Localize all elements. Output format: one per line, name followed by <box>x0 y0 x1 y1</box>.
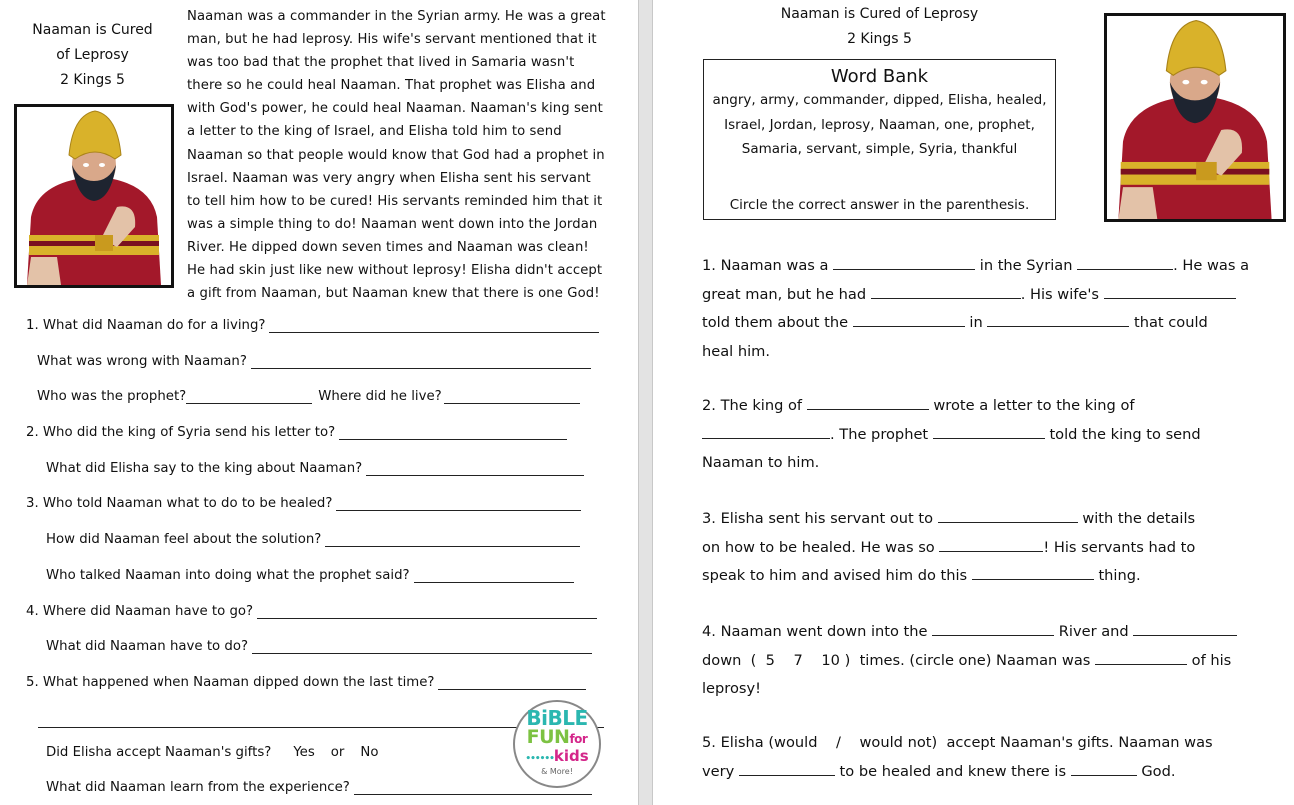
q-text: Naaman to him. <box>702 454 820 471</box>
answer-blank[interactable] <box>186 389 312 404</box>
fill-in-question-3 <box>702 505 1277 591</box>
question-label: Who was the prophet? <box>37 389 187 404</box>
q-text: times. (circle one) Naaman was <box>859 651 1091 669</box>
q-text: on how to be healed. He was so <box>702 538 935 556</box>
naaman-illustration <box>1107 16 1283 219</box>
question-label: Who talked Naaman into doing what the prophet said? <box>46 568 410 583</box>
q-text: told them about the <box>702 314 849 331</box>
q-text: . His wife's <box>1020 285 1100 303</box>
question-label: Where did he live? <box>318 389 442 404</box>
q-text: in the Syrian <box>979 257 1073 274</box>
question-label: What did Naaman have to do? <box>46 639 249 654</box>
worksheet-page-left <box>0 0 638 805</box>
q-text: / <box>836 734 841 751</box>
q-text: great man, but he had <box>702 285 867 303</box>
option-would[interactable]: 5. Elisha (would <box>702 734 818 751</box>
story-text: Naaman was a commander in the Syrian army. He was a great man, but he had leprosy. His wife's servant mentioned that it was too bad that the prophet that lived in Samaria wasn't there so he could heal Naaman. That prophet was Elisha and with God's power, he could heal Naaman. Naaman's king sent a letter to the king of Israel, and Elisha told him to send Naaman so that people would know that God had a prophet in Israel. Naaman was very angry when Elisha sent his servant to tell him how to be cured! His servants reminded him that it was a simple thing to do! Naaman went down into the Jordan River. He dipped down seven times and Naaman was clean! He had skin just like new without leprosy! Elisha didn't accept a gift from Naaman, but Naaman knew that there is one God! <box>187 9 606 302</box>
q-text: thing. <box>1098 567 1141 584</box>
fill-blank[interactable] <box>972 565 1094 580</box>
q-text: God. <box>1141 762 1176 780</box>
answer-blank[interactable] <box>366 461 584 476</box>
question-5c <box>46 780 592 795</box>
title-line-1: Naaman is Cured <box>32 22 153 38</box>
option-would-not[interactable]: would not) <box>859 734 938 751</box>
answer-blank[interactable] <box>252 639 592 654</box>
word-bank-title: Word Bank <box>830 66 929 87</box>
fill-blank[interactable] <box>739 761 835 776</box>
fill-blank[interactable] <box>833 255 975 270</box>
question-label: How did Naaman feel about the solution? <box>46 532 322 547</box>
bible-fun-for-kids-logo <box>513 700 601 788</box>
word-bank-line: angry, army, commander, dipped, Elisha, healed, <box>712 92 1047 108</box>
title-line-2: of Leprosy <box>56 47 129 63</box>
title-line-3: 2 Kings 5 <box>60 72 125 88</box>
q-text: leprosy! <box>702 680 761 697</box>
answer-blank[interactable] <box>438 675 586 690</box>
question-3 <box>26 496 581 511</box>
question-2b <box>46 461 584 476</box>
q-text: 1. Naaman was a <box>702 257 829 274</box>
fill-blank[interactable] <box>871 284 1021 299</box>
q-text: of his <box>1191 651 1232 669</box>
fill-in-question-2 <box>702 392 1277 478</box>
logo-text-kids: kids <box>553 747 589 765</box>
fill-blank[interactable] <box>933 424 1045 439</box>
q-text: speak to him and avised him do this <box>702 567 968 584</box>
logo-text-fun: FUN <box>526 726 570 748</box>
naaman-image-right <box>1104 13 1286 222</box>
left-title <box>10 18 175 93</box>
q-text: down <box>702 651 742 669</box>
question-4b <box>46 639 592 654</box>
fill-blank[interactable] <box>939 537 1043 552</box>
question-label: 5. What happened when Naaman dipped down the last time? <box>26 675 435 690</box>
option-7[interactable]: 7 <box>793 651 803 669</box>
fill-blank[interactable] <box>987 312 1129 327</box>
page-divider <box>638 0 653 805</box>
answer-blank[interactable] <box>325 532 580 547</box>
question-1c <box>37 389 580 404</box>
logo-text-more: & More! <box>541 767 573 776</box>
fill-blank[interactable] <box>1071 761 1137 776</box>
word-bank-line: Israel, Jordan, leprosy, Naaman, one, prophet, <box>724 116 1035 133</box>
option-yes[interactable]: Yes <box>293 745 315 760</box>
logo-dots: •••••• <box>525 754 554 764</box>
question-label: What did Naaman learn from the experience? <box>46 780 350 795</box>
option-no[interactable]: No <box>360 745 379 760</box>
right-subtitle: 2 Kings 5 <box>847 31 912 47</box>
fill-blank[interactable] <box>938 508 1078 523</box>
q-text: with the details <box>1082 510 1196 527</box>
question-2 <box>26 425 567 440</box>
logo-text-for: for <box>569 732 588 746</box>
q-text: . He was a <box>1173 257 1250 274</box>
question-label: What was wrong with Naaman? <box>37 354 247 369</box>
question-label: Did Elisha accept Naaman's gifts? <box>46 745 272 760</box>
q-text: very <box>702 762 735 780</box>
question-5 <box>26 675 586 690</box>
q-text: that could <box>1133 314 1208 331</box>
q-text: wrote a letter to the king of <box>933 397 1135 414</box>
word-bank-line: Samaria, servant, simple, Syria, thankful <box>741 141 1018 157</box>
question-label: 3. Who told Naaman what to do to be healed? <box>26 496 333 511</box>
naaman-illustration <box>17 107 171 285</box>
fill-blank[interactable] <box>1095 650 1187 665</box>
answer-blank[interactable] <box>414 568 574 583</box>
q-text: River and <box>1058 623 1129 640</box>
fill-blank[interactable] <box>807 395 929 410</box>
naaman-image-left <box>14 104 174 288</box>
fill-blank[interactable] <box>1133 621 1237 636</box>
word-bank-words <box>704 88 1055 162</box>
option-or-label: or <box>330 745 345 760</box>
answer-blank[interactable] <box>444 389 580 404</box>
right-title: Naaman is Cured of Leprosy <box>780 6 979 22</box>
answer-blank[interactable] <box>251 354 591 369</box>
fill-in-question-5 <box>702 729 1277 786</box>
option-5[interactable]: 5 <box>765 651 775 669</box>
q-text: 4. Naaman went down into the <box>702 623 928 640</box>
question-label: 2. Who did the king of Syria send his letter to? <box>26 425 336 440</box>
question-label: 1. What did Naaman do for a living? <box>26 318 266 333</box>
question-4 <box>26 604 597 619</box>
q-text: told the king to send <box>1049 425 1201 443</box>
q-text: accept Naaman's gifts. Naaman was <box>946 734 1213 751</box>
question-3c <box>46 568 574 583</box>
question-1 <box>26 318 599 333</box>
question-1b <box>37 354 591 369</box>
question-label: 4. Where did Naaman have to go? <box>26 604 254 619</box>
fill-in-question-4: 4. Naaman went down into the River and down ( 5 7 10 ) times. (circle one) Naaman was of his leprosy! <box>702 618 1277 704</box>
fill-blank[interactable] <box>932 621 1054 636</box>
question-3b <box>46 532 580 547</box>
q-text: 2. The king of <box>702 397 803 414</box>
fill-in-question-1 <box>702 252 1277 366</box>
option-10[interactable]: 10 <box>821 651 840 669</box>
answer-blank[interactable] <box>257 604 597 619</box>
question-5b <box>46 745 379 760</box>
q-text: heal him. <box>702 342 771 360</box>
q-text: in <box>969 314 983 331</box>
fill-blank[interactable] <box>1077 255 1173 270</box>
logo-text-bible: BiBLE <box>526 706 588 730</box>
instruction-text: Circle the correct answer in the parenthesis. <box>729 197 1030 213</box>
answer-blank[interactable] <box>339 425 567 440</box>
fill-blank[interactable] <box>702 424 830 439</box>
answer-blank[interactable] <box>269 318 599 333</box>
q-text: . The prophet <box>830 425 929 443</box>
q-text: ! His servants had to <box>1043 538 1196 556</box>
word-bank-box <box>703 59 1056 220</box>
question-label: What did Elisha say to the king about Naaman? <box>46 461 363 476</box>
worksheet-page-right <box>653 0 1294 805</box>
q-text: 3. Elisha sent his servant out to <box>702 510 934 527</box>
answer-blank[interactable] <box>336 496 581 511</box>
q-text: to be healed and knew there is <box>839 762 1067 780</box>
fill-blank[interactable] <box>1104 284 1236 299</box>
fill-blank[interactable] <box>853 312 965 327</box>
